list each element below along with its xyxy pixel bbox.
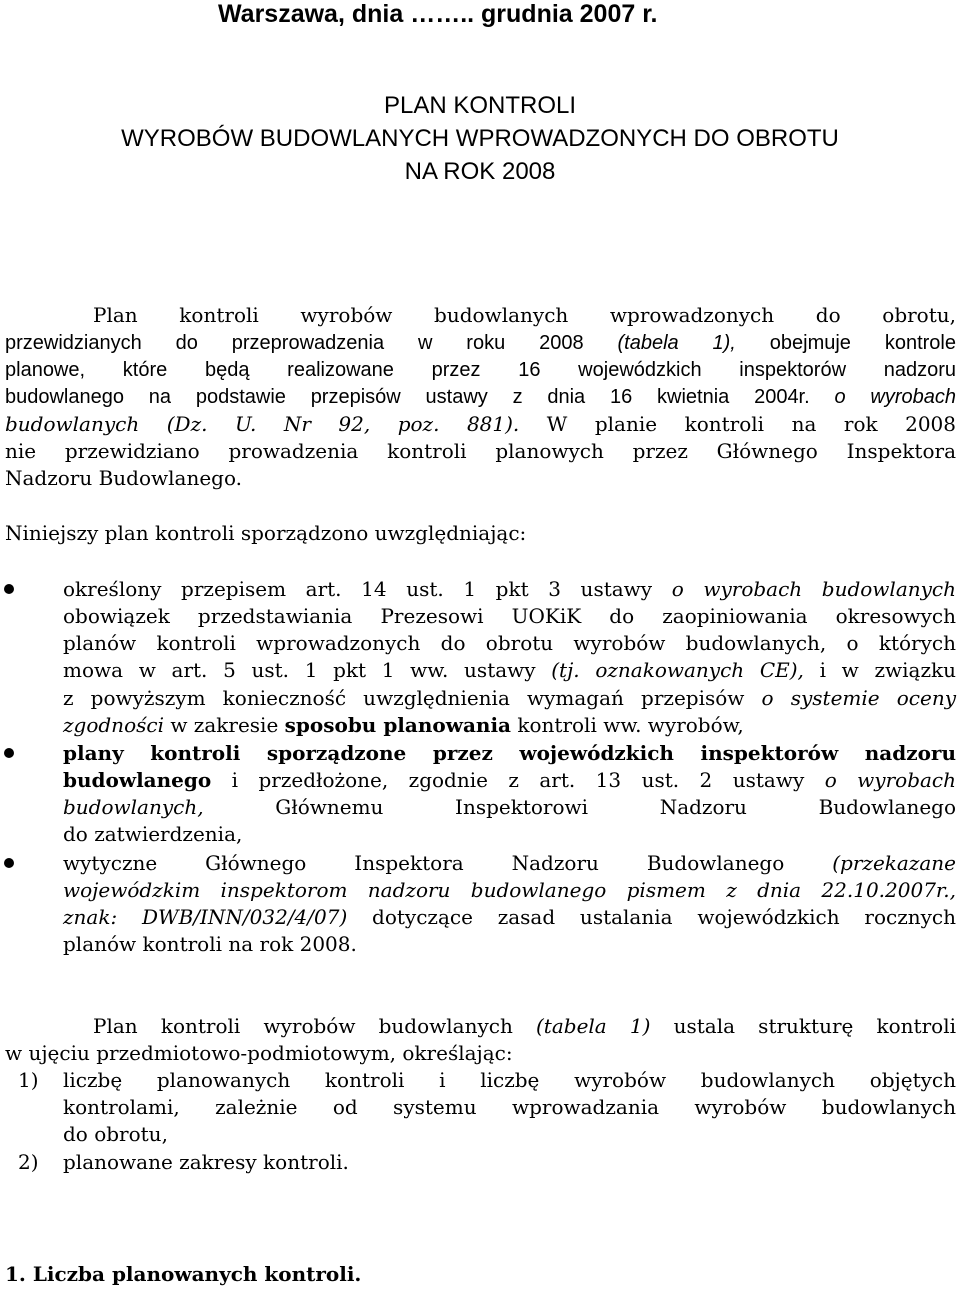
bullet1-line-3: planów kontroli wprowadzonych do obrotu wyrobów budowlanych, o których bbox=[63, 631, 956, 655]
section-heading: 1. Liczba planowanych kontroli. bbox=[5, 1262, 362, 1286]
bullet3-line-3: znak: DWB/INN/032/4/07) dotyczące zasad ustalania wojewódzkich rocznych bbox=[63, 905, 957, 929]
list-item-1-line-3: do obrotu, bbox=[63, 1122, 168, 1146]
list-number-2: 2) bbox=[18, 1150, 39, 1174]
list-item-1-line-2: kontrolami, zależnie od systemu wprowadzania wyrobów budowlanych bbox=[63, 1095, 956, 1119]
bullet2-line-2: budowlanego i przedłożone, zgodnie z art. 13 ust. 2 ustawy o wyrobach bbox=[63, 768, 956, 792]
bullet-dot-2 bbox=[4, 748, 14, 758]
bullet-dot-3 bbox=[4, 858, 14, 868]
list-item-2-line-1: planowane zakresy kontroli. bbox=[63, 1150, 349, 1174]
title-line-3: NA ROK 2008 bbox=[404, 158, 556, 185]
intro-line-5: budowlanych (Dz. U. Nr 92, poz. 881). W planie kontroli na rok 2008 bbox=[5, 412, 956, 436]
intro-line-3: planowe, które będą realizowane przez 16 wojewódzkich inspektorów nadzoru bbox=[5, 359, 956, 381]
intro-line-2: przewidzianych do przeprowadzenia w roku 2008 (tabela 1), obejmuje kontrole bbox=[5, 332, 956, 354]
title-line-2: WYROBÓW BUDOWLANYCH WPROWADZONYCH DO OBROTU bbox=[121, 125, 839, 152]
bullet2-line-3: budowlanych, Głównemu Inspektorowi Nadzoru Budowlanego bbox=[63, 795, 956, 819]
bullet3-line-2: wojewódzkim inspektorom nadzoru budowlanego pismem z dnia 22.10.2007r., bbox=[63, 878, 956, 902]
bullet2-line-1: plany kontroli sporządzone przez wojewódzkich inspektorów nadzoru bbox=[63, 741, 956, 765]
structure-line-1: Plan kontroli wyrobów budowlanych (tabela 1) ustala strukturę kontroli bbox=[93, 1014, 956, 1038]
intro-line-7: Nadzoru Budowlanego. bbox=[5, 466, 243, 490]
intro-line-1: Plan kontroli wyrobów budowlanych wprowadzonych do obrotu, bbox=[93, 303, 956, 327]
intro-line-6: nie przewidziano prowadzenia kontroli planowych przez Głównego Inspektora bbox=[5, 439, 956, 463]
bullet1-line-1: określony przepisem art. 14 ust. 1 pkt 3 ustawy o wyrobach budowlanych bbox=[63, 577, 957, 601]
bullet1-line-5: z powyższym konieczność uwzględnienia wymagań przepisów o systemie oceny bbox=[63, 686, 956, 710]
title-line-1: PLAN KONTROLI bbox=[383, 92, 577, 119]
bullet1-line-6: zgodności w zakresie sposobu planowania kontroli ww. wyrobów, bbox=[63, 713, 744, 737]
bullet2-line-4: do zatwierdzenia, bbox=[63, 822, 243, 846]
date-line: Warszawa, dnia …….. grudnia 2007 r. bbox=[218, 0, 658, 28]
bullet3-line-1: wytyczne Głównego Inspektora Nadzoru Budowlanego (przekazane bbox=[63, 851, 956, 875]
intro-line-4: budowlanego na podstawie przepisów ustawy z dnia 16 kwietnia 2004r. o wyrobach bbox=[5, 386, 956, 408]
list-number-1: 1) bbox=[18, 1068, 39, 1092]
bullet-dot-1 bbox=[4, 584, 14, 594]
structure-line-2: w ujęciu przedmiotowo-podmiotowym, określając: bbox=[5, 1041, 513, 1065]
list-item-1-line-1: liczbę planowanych kontroli i liczbę wyrobów budowlanych objętych bbox=[63, 1068, 956, 1092]
document-title bbox=[0, 89, 960, 188]
bullet1-line-2: obowiązek przedstawiania Prezesowi UOKiK do zaopiniowania okresowych bbox=[63, 604, 956, 628]
lead-line: Niniejszy plan kontroli sporządzono uwzględniając: bbox=[5, 521, 527, 545]
bullet3-line-4: planów kontroli na rok 2008. bbox=[63, 932, 357, 956]
bullet1-line-4: mowa w art. 5 ust. 1 pkt 1 ww. ustawy (tj. oznakowanych CE), i w związku bbox=[63, 658, 956, 682]
